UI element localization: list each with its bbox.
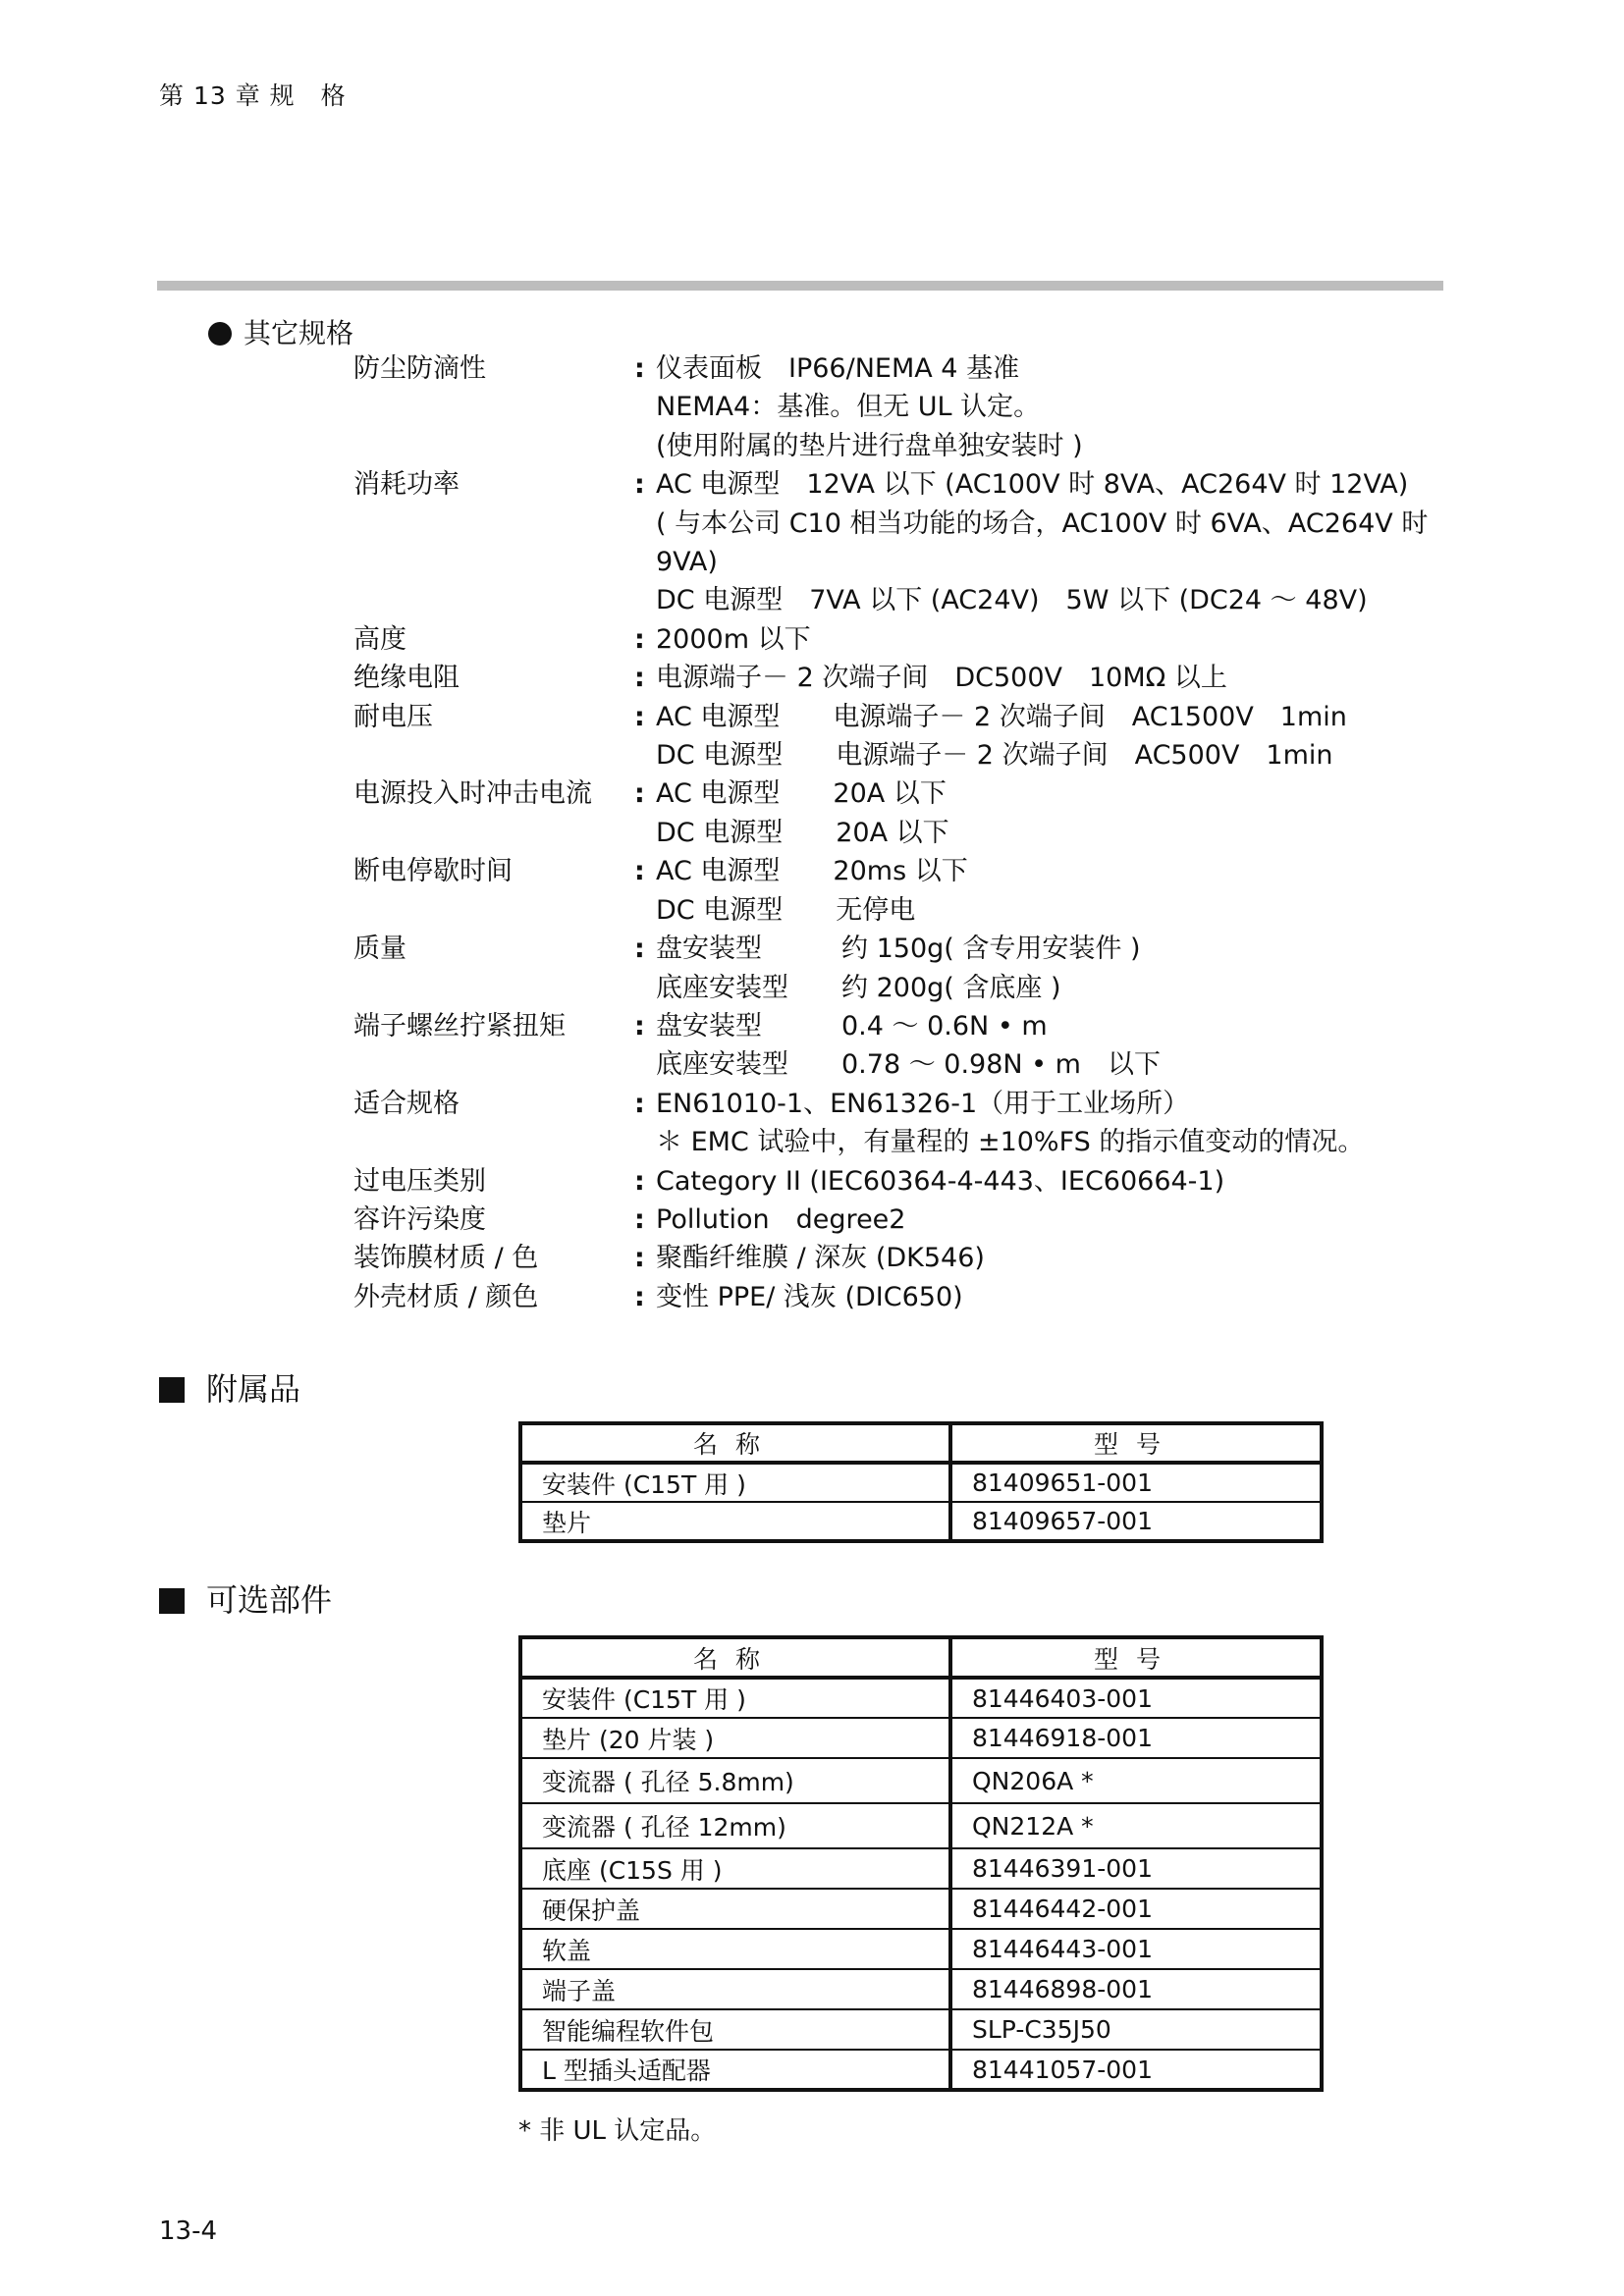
spec-row	[353, 1278, 1473, 1316]
column-header-model: 型号	[950, 1637, 1322, 1678]
spec-label: 装饰膜材质 / 色	[353, 1243, 539, 1274]
spec-value-line: AC 电源型 12VA 以下 (AC100V 时 8VA、AC264V 时 12VA)	[656, 469, 1409, 501]
table-row	[520, 1678, 1322, 1718]
spec-values	[656, 852, 1473, 930]
spec-row	[353, 620, 1473, 659]
part-name-cell: 安装件 (C15T 用 )	[520, 1463, 950, 1502]
spec-values	[656, 659, 1473, 697]
table-row	[520, 1969, 1322, 2009]
column-header-name: 名称	[520, 1637, 950, 1678]
table-row	[520, 2009, 1322, 2050]
spec-row	[353, 1239, 1473, 1277]
other-specs-heading	[208, 312, 353, 351]
spec-row	[353, 465, 1473, 620]
options-footnote: * 非 UL 认定品。	[518, 2116, 717, 2146]
section-divider	[157, 281, 1443, 291]
part-name-cell: 智能编程软件包	[520, 2009, 950, 2050]
spec-colon: :	[634, 1203, 645, 1235]
table-row	[520, 1889, 1322, 1929]
spec-row	[353, 1162, 1473, 1201]
spec-label: 消耗功率	[353, 469, 460, 501]
part-model-cell: 81446443-001	[950, 1929, 1322, 1969]
accessories-table	[518, 1421, 1324, 1543]
column-header-model: 型号	[950, 1423, 1322, 1463]
part-name-cell: 变流器 ( 孔径 12mm)	[520, 1803, 950, 1848]
spec-value-line: DC 电源型 无停电	[656, 894, 916, 926]
part-model-cell: 81441057-001	[950, 2050, 1322, 2090]
spec-value-line: (使用附属的垫片进行盘单独安装时 )	[656, 430, 1083, 461]
table-row	[520, 2050, 1322, 2090]
spec-colon: :	[634, 934, 645, 965]
spec-value-line: 盘安装型 0.4 ～ 0.6N • m	[656, 1010, 1048, 1041]
spec-values	[656, 620, 1473, 659]
spec-label: 外壳材质 / 颜色	[353, 1281, 539, 1312]
chapter-header: 第 13 章 规 格	[159, 81, 347, 110]
square-bullet-icon	[159, 1588, 185, 1614]
part-name-cell: 安装件 (C15T 用 )	[520, 1678, 950, 1718]
spec-values	[656, 774, 1473, 852]
spec-label: 质量	[353, 934, 406, 965]
spec-label: 容许污染度	[353, 1203, 486, 1235]
spec-value-line: 变性 PPE/ 浅灰 (DIC650)	[656, 1281, 963, 1312]
options-title: 可选部件	[206, 1581, 333, 1619]
bullet-icon	[208, 322, 232, 346]
spec-value-line: 电源端子－ 2 次端子间 DC500V 10MΩ 以上	[656, 663, 1227, 694]
spec-colon: :	[634, 1281, 645, 1312]
spec-colon: :	[634, 469, 645, 501]
part-name-cell: 垫片	[520, 1502, 950, 1541]
spec-row	[353, 698, 1473, 775]
part-model-cell: 81446391-001	[950, 1848, 1322, 1889]
spec-values	[656, 1239, 1473, 1277]
spec-value-line: EN61010-1、EN61326-1（用于工业场所）	[656, 1088, 1190, 1119]
spec-values	[656, 1085, 1473, 1162]
spec-value-line: 2000m 以下	[656, 623, 811, 655]
spec-value-line: Pollution degree2	[656, 1203, 906, 1235]
spec-value-line: DC 电源型 20A 以下	[656, 817, 949, 848]
spec-label: 过电压类别	[353, 1165, 486, 1197]
spec-label: 断电停歇时间	[353, 856, 513, 887]
spec-row	[353, 659, 1473, 697]
spec-value-line: ＊ EMC 试验中，有量程的 ±10%FS 的指示值变动的情况。	[656, 1127, 1365, 1158]
spec-row	[353, 349, 1473, 465]
spec-colon: :	[634, 1010, 645, 1041]
spec-colon: :	[634, 1088, 645, 1119]
spec-colon: :	[634, 663, 645, 694]
spec-colon: :	[634, 701, 645, 732]
table-row	[520, 1718, 1322, 1758]
spec-colon: :	[634, 623, 645, 655]
spec-value-line: Category II (IEC60364-4-443、IEC60664-1)	[656, 1165, 1225, 1197]
column-header-name: 名称	[520, 1423, 950, 1463]
spec-value-line: ( 与本公司 C10 相当功能的场合，AC100V 时 6VA、AC264V 时	[656, 507, 1429, 539]
spec-value-line: 底座安装型 0.78 ～ 0.98N • m 以下	[656, 1049, 1161, 1081]
spec-label: 高度	[353, 623, 406, 655]
page-number: 13-4	[159, 2216, 218, 2246]
part-name-cell: 变流器 ( 孔径 5.8mm)	[520, 1758, 950, 1803]
spec-colon: :	[634, 1243, 645, 1274]
table-header-row	[520, 1637, 1322, 1678]
spec-value-line: 9VA)	[656, 547, 718, 578]
options-heading	[159, 1575, 332, 1621]
part-model-cell: 81446918-001	[950, 1718, 1322, 1758]
spec-label: 防尘防滴性	[353, 353, 486, 384]
spec-value-line: NEMA4：基准。但无 UL 认定。	[656, 392, 1041, 423]
part-model-cell: QN206A *	[950, 1758, 1322, 1803]
part-model-cell: 81409651-001	[950, 1463, 1322, 1502]
table-row	[520, 1463, 1322, 1502]
part-name-cell: 硬保护盖	[520, 1889, 950, 1929]
spec-row	[353, 930, 1473, 1007]
spec-value-line: DC 电源型 7VA 以下 (AC24V) 5W 以下 (DC24 ～ 48V)	[656, 585, 1368, 616]
spec-values	[656, 465, 1473, 620]
spec-values	[656, 930, 1473, 1007]
accessories-title: 附属品	[206, 1370, 301, 1408]
table-row	[520, 1803, 1322, 1848]
spec-list	[353, 349, 1473, 1316]
spec-values	[656, 1007, 1473, 1085]
spec-values	[656, 1162, 1473, 1201]
table-row	[520, 1758, 1322, 1803]
spec-label: 耐电压	[353, 701, 433, 732]
spec-label: 端子螺丝拧紧扭矩	[353, 1010, 566, 1041]
table-row	[520, 1502, 1322, 1541]
spec-values	[656, 1278, 1473, 1316]
part-model-cell: 81409657-001	[950, 1502, 1322, 1541]
spec-value-line: DC 电源型 电源端子－ 2 次端子间 AC500V 1min	[656, 740, 1333, 772]
spec-value-line: 底座安装型 约 200g( 含底座 )	[656, 972, 1061, 1003]
spec-value-line: 仪表面板 IP66/NEMA 4 基准	[656, 353, 1020, 384]
spec-value-line: AC 电源型 20ms 以下	[656, 856, 968, 887]
part-model-cell: QN212A *	[950, 1803, 1322, 1848]
spec-colon: :	[634, 778, 645, 810]
spec-value-line: 盘安装型 约 150g( 含专用安装件 )	[656, 934, 1141, 965]
spec-row	[353, 1201, 1473, 1239]
part-model-cell: 81446898-001	[950, 1969, 1322, 2009]
spec-values	[656, 1201, 1473, 1239]
part-model-cell: 81446403-001	[950, 1678, 1322, 1718]
spec-row	[353, 852, 1473, 930]
spec-label: 适合规格	[353, 1088, 460, 1119]
spec-values	[656, 349, 1473, 465]
table-header-row	[520, 1423, 1322, 1463]
spec-colon: :	[634, 1165, 645, 1197]
part-name-cell: L 型插头适配器	[520, 2050, 950, 2090]
spec-row	[353, 1085, 1473, 1162]
accessories-heading	[159, 1364, 300, 1410]
other-specs-title: 其它规格	[244, 317, 354, 349]
spec-row	[353, 1007, 1473, 1085]
spec-values	[656, 698, 1473, 775]
part-model-cell: 81446442-001	[950, 1889, 1322, 1929]
table-row	[520, 1848, 1322, 1889]
spec-colon: :	[634, 353, 645, 384]
spec-label: 电源投入时冲击电流	[353, 778, 592, 810]
spec-colon: :	[634, 856, 645, 887]
part-name-cell: 底座 (C15S 用 )	[520, 1848, 950, 1889]
part-model-cell: SLP-C35J50	[950, 2009, 1322, 2050]
table-row	[520, 1929, 1322, 1969]
spec-value-line: 聚酯纤维膜 / 深灰 (DK546)	[656, 1243, 985, 1274]
part-name-cell: 端子盖	[520, 1969, 950, 2009]
spec-label: 绝缘电阻	[353, 663, 460, 694]
part-name-cell: 垫片 (20 片装 )	[520, 1718, 950, 1758]
part-name-cell: 软盖	[520, 1929, 950, 1969]
spec-value-line: AC 电源型 20A 以下	[656, 778, 947, 810]
spec-value-line: AC 电源型 电源端子－ 2 次端子间 AC1500V 1min	[656, 701, 1347, 732]
spec-row	[353, 774, 1473, 852]
options-table	[518, 1635, 1324, 2092]
square-bullet-icon	[159, 1377, 185, 1403]
